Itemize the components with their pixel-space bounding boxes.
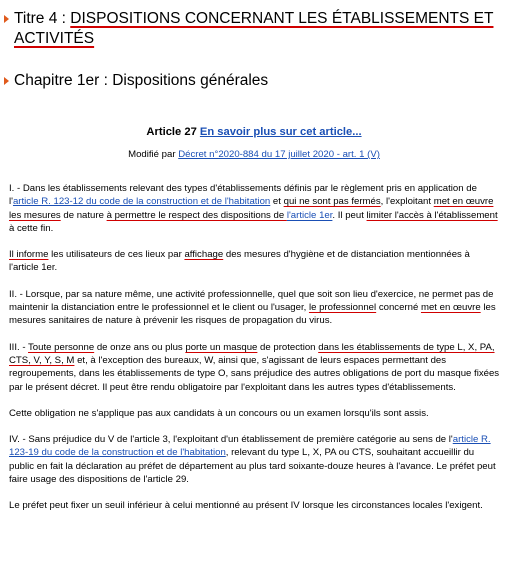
chapitre-heading xyxy=(4,71,268,91)
triangle-bullet-icon xyxy=(4,77,9,85)
article-r123-12-link[interactable]: article R. 123-12 du code de la construction et de l'habitation xyxy=(12,196,271,208)
titre-heading xyxy=(4,9,493,49)
triangle-bullet-icon xyxy=(4,15,9,23)
titre-line1: DISPOSITIONS CONCERNANT LES ÉTABLISSEMENTS ET xyxy=(70,10,494,27)
paragraph-3: II. - Lorsque, par sa nature même, une activité professionnelle, quel que soit son lieu d'exercice, ne permet pas de maintenir la distanciation entre le professionnel et le client ou l'usager, le professionnel concerné met en œuvre les mesures sanitaires de nature à prévenir les risques de propagation du virus. xyxy=(9,288,496,327)
paragraph-4: III. - Toute personne de onze ans ou plus porte un masque de protection dans les établissements de type L, X, PA, CTS, V, Y, S, M et, à l'exception des bureaux, W, ainsi que, s'agissant de leurs espaces permettant des regroupements, dans les établissements de type O, sans préjudice des autres obligations de port du masque fixées par le présent décret. Il peut être rendu obligatoire par l'exploitant dans les autres types d'établissements. xyxy=(9,341,500,393)
modifie-par: Modifié par Décret n°2020-884 du 17 juillet 2020 - art. 1 (V) xyxy=(128,149,380,160)
paragraph-7: Le préfet peut fixer un seuil inférieur à celui mentionné au présent IV lorsque les circonstances locales l'exigent. xyxy=(9,500,483,512)
paragraph-1: I. - Dans les établissements relevant des types d'établissements définis par le règlement pris en application de l'article R. 123-12 du code de la construction et de l'habitation et qui ne sont pas fermés, l'exploitant met en œuvre les mesures de nature à permettre le respect des dispositions de l'article 1er. Il peut limiter l'accès à l'établissement à cette fin. xyxy=(9,183,498,234)
article-label: Article 27 xyxy=(146,126,197,138)
paragraph-2: Il informe les utilisateurs de ces lieux par affichage des mesures d'hygiène et de distanciation mentionnées à l'article 1er. xyxy=(9,249,470,274)
titre-line2: ACTIVITÉS xyxy=(14,30,95,47)
titre-prefix: Titre 4 : xyxy=(14,10,71,27)
paragraph-5: Cette obligation ne s'applique pas aux candidats à un concours ou un examen lorsqu'ils sont assis. xyxy=(9,407,429,419)
paragraph-6: IV. - Sans préjudice du V de l'article 3, l'exploitant d'un établissement de première catégorie au sens de l'article R. 123-19 du code de la construction et de l'habitation, relevant du type L, X, PA ou CTS, souhaitant accueillir du public en fait la déclaration au préfet de département au plus tard soixante-douze heures à l'avance. Le préfet peut faire usage des dispositions de l'article 29. xyxy=(9,434,496,486)
decret-link[interactable]: Décret n°2020-884 du 17 juillet 2020 - art. 1 (V) xyxy=(178,149,380,160)
article-more-link[interactable]: En savoir plus sur cet article... xyxy=(199,126,362,138)
article-title xyxy=(0,126,508,138)
chapitre-title: Chapitre 1er : Dispositions générales xyxy=(14,72,269,89)
article-body xyxy=(9,182,501,526)
article-r123-19-link[interactable]: article R. 123-19 du code de la construction et de l'habitation xyxy=(9,434,491,459)
article-1er-link[interactable]: l'article 1er xyxy=(286,209,333,221)
